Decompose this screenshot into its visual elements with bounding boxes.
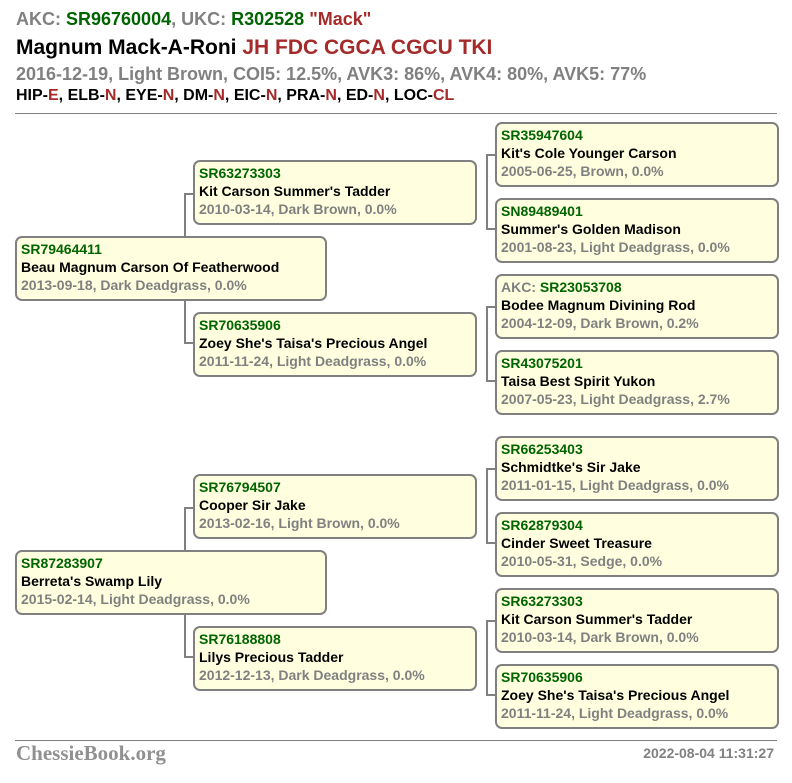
health-result: N [213, 87, 225, 104]
health-separator: , [58, 87, 68, 104]
dog-details: 2015-02-14, Light Deadgrass, 0.0% [21, 591, 250, 607]
dog-details: 2005-06-25, Brown, 0.0% [501, 163, 664, 179]
connector-stub [486, 694, 495, 696]
health-key: DM- [183, 87, 214, 104]
pedigree-box-ss-sire[interactable] [495, 122, 779, 187]
dog-name: Cinder Sweet Treasure [501, 535, 652, 551]
registration-number[interactable] [501, 516, 773, 534]
pedigree-box-sire-sire[interactable] [193, 160, 477, 225]
dog-stats: 2016-12-19, Light Brown, COI5: 12.5%, AVK3: 86%, AVK4: 80%, AVK5: 77% [16, 64, 647, 84]
connector-stub [486, 380, 495, 382]
registration-number[interactable] [501, 592, 773, 610]
registration-number[interactable] [199, 316, 471, 334]
dog-name: Beau Magnum Carson Of Featherwood [21, 259, 280, 275]
dog-details: 2013-02-16, Light Brown, 0.0% [199, 515, 400, 531]
health-key: EIC- [233, 87, 266, 104]
dog-details: 2010-03-14, Dark Brown, 0.0% [199, 201, 397, 217]
connector-stub [184, 656, 193, 658]
connector-stub [486, 542, 495, 544]
registration-id[interactable]: SR66253403 [501, 441, 583, 457]
dog-details: 2010-05-31, Sedge, 0.0% [501, 553, 663, 569]
registration-id[interactable]: SR70635906 [501, 669, 583, 685]
dog-name: Cooper Sir Jake [199, 497, 306, 513]
akc-label: AKC: [16, 9, 66, 29]
health-result: CL [432, 87, 455, 104]
registration-number[interactable] [501, 126, 773, 144]
dog-details: 2007-05-23, Light Deadgrass, 2.7% [501, 391, 730, 407]
registration-number[interactable] [501, 202, 773, 220]
registry-prefix: AKC: [501, 279, 540, 295]
health-key: PRA- [286, 87, 326, 104]
registration-number[interactable] [501, 668, 773, 686]
connector-stub [486, 620, 495, 622]
dog-name: Taisa Best Spirit Yukon [501, 373, 656, 389]
registration-id[interactable]: SR43075201 [501, 355, 583, 371]
connector-stub [486, 306, 495, 308]
dog-name: Lilys Precious Tadder [199, 649, 344, 665]
pedigree-box-ds-dam[interactable] [495, 512, 779, 577]
pedigree-box-sire[interactable] [15, 236, 327, 301]
pedigree-box-ds-sire[interactable] [495, 436, 779, 501]
top-divider [15, 113, 777, 114]
health-key: LOC- [393, 87, 433, 104]
registration-number[interactable] [21, 554, 321, 572]
dog-title-line [16, 36, 492, 60]
registration-id[interactable]: SR87283907 [21, 555, 103, 571]
health-separator: , [116, 87, 126, 104]
registration-id[interactable]: SR35947604 [501, 127, 583, 143]
registration-id[interactable]: SR63273303 [199, 165, 281, 181]
dog-details: 2001-08-23, Light Deadgrass, 0.0% [501, 239, 730, 255]
registration-number[interactable] [21, 240, 321, 258]
health-key: ELB- [67, 87, 105, 104]
registration-number[interactable] [501, 354, 773, 372]
dog-name: Kit's Cole Younger Carson [501, 145, 677, 161]
connector-stub [486, 468, 495, 470]
health-separator: , [277, 87, 287, 104]
health-result: N [162, 87, 175, 104]
registration-id[interactable]: SR70635906 [199, 317, 281, 333]
connector-vertical [486, 620, 488, 696]
health-separator: , [384, 87, 394, 104]
health-result: N [325, 87, 337, 104]
health-result: N [265, 87, 278, 104]
connector-vertical [486, 306, 488, 382]
dog-name: Zoey She's Taisa's Precious Angel [199, 335, 428, 351]
pedigree-box-dam-sire[interactable] [193, 474, 477, 539]
dog-name: Bodee Magnum Divining Rod [501, 297, 696, 313]
pedigree-box-sd-dam[interactable] [495, 350, 779, 415]
pedigree-box-sire-dam[interactable] [193, 312, 477, 377]
registration-id[interactable]: SR63273303 [501, 593, 583, 609]
pedigree-box-sd-sire[interactable] [495, 274, 779, 339]
pedigree-box-dd-sire[interactable] [495, 588, 779, 653]
ukc-label: , UKC: [171, 9, 232, 29]
connector-vertical [486, 468, 488, 544]
dog-details: 2011-11-24, Light Deadgrass, 0.0% [199, 353, 427, 369]
health-result: E [48, 87, 59, 104]
registration-id[interactable]: SN89489401 [501, 203, 583, 219]
dog-details: 2004-12-09, Dark Brown, 0.2% [501, 315, 699, 331]
pedigree-box-dam[interactable] [15, 550, 327, 615]
registration-number[interactable] [501, 278, 773, 296]
registration-id[interactable]: SR76188808 [199, 631, 281, 647]
call-name: "Mack" [309, 9, 372, 29]
registration-number[interactable] [501, 440, 773, 458]
registration-number[interactable] [199, 630, 471, 648]
health-key: HIP- [16, 87, 48, 104]
connector-stub [486, 154, 495, 156]
dog-details: 2013-09-18, Dark Deadgrass, 0.0% [21, 277, 247, 293]
registration-number[interactable] [199, 478, 471, 496]
health-result: N [104, 87, 117, 104]
dog-name: Kit Carson Summer's Tadder [501, 611, 693, 627]
ukc-registration: R302528 [231, 9, 305, 29]
dog-details: 2010-03-14, Dark Brown, 0.0% [501, 629, 699, 645]
dog-name: Kit Carson Summer's Tadder [199, 183, 391, 199]
registration-number[interactable] [199, 164, 471, 182]
dog-details: 2011-11-24, Light Deadgrass, 0.0% [501, 705, 729, 721]
connector-stub [184, 342, 193, 344]
dog-name: Zoey She's Taisa's Precious Angel [501, 687, 730, 703]
health-key: ED- [345, 87, 374, 104]
health-separator: , [224, 87, 234, 104]
dog-titles: JH FDC CGCA CGCU TKI [242, 36, 493, 59]
generated-timestamp: 2022-08-04 11:31:27 [643, 745, 774, 761]
registration-line [16, 9, 371, 30]
dog-name: Summer's Golden Madison [501, 221, 681, 237]
pedigree-box-dd-dam[interactable] [495, 664, 779, 729]
pedigree-box-ss-dam[interactable] [495, 198, 779, 263]
dog-name: Berreta's Swamp Lily [21, 573, 163, 589]
health-separator: , [174, 87, 184, 104]
connector-stub [486, 228, 495, 230]
akc-registration: SR96760004 [66, 9, 172, 29]
registration-id[interactable]: SR76794507 [199, 479, 281, 495]
pedigree-box-dam-dam[interactable] [193, 626, 477, 691]
health-result: N [373, 87, 385, 104]
dog-name: Magnum Mack-A-Roni [16, 36, 237, 59]
dog-details: 2011-01-15, Light Deadgrass, 0.0% [501, 477, 729, 493]
registration-id[interactable]: SR62879304 [501, 517, 583, 533]
connector-stub [184, 193, 193, 195]
health-key: EYE- [125, 87, 163, 104]
health-clearances [16, 87, 454, 105]
registration-id[interactable]: SR23053708 [539, 279, 622, 295]
connector-stub [184, 507, 193, 509]
dog-name: Schmidtke's Sir Jake [501, 459, 641, 475]
site-brand[interactable]: ChessieBook.org [16, 741, 166, 765]
registration-id[interactable]: SR79464411 [21, 241, 102, 257]
connector-vertical [486, 154, 488, 230]
dog-details: 2012-12-13, Dark Deadgrass, 0.0% [199, 667, 425, 683]
health-separator: , [336, 87, 346, 104]
